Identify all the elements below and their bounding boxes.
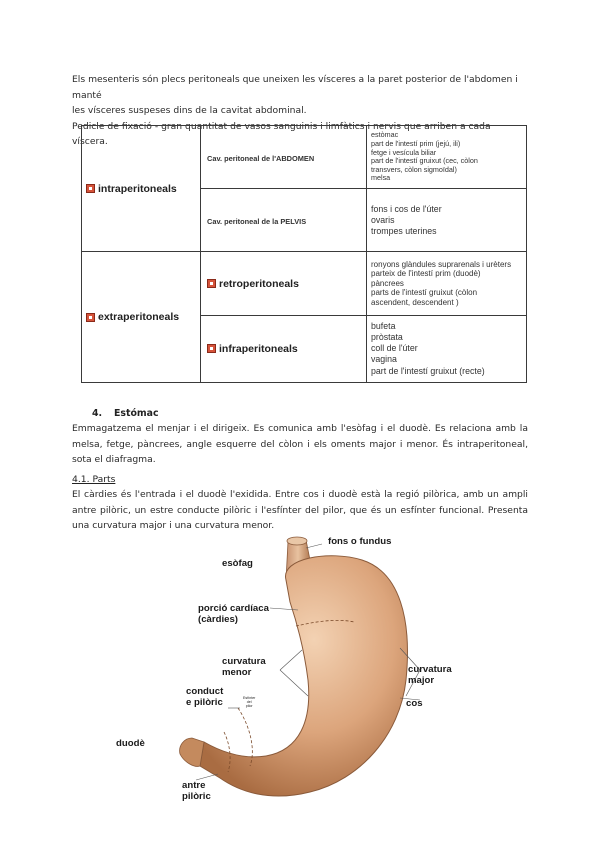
infra-organs-cell — [367, 315, 527, 382]
stomach-figure — [100, 530, 520, 834]
pelvis-organs-list — [371, 204, 526, 238]
label-cos: cos — [406, 698, 423, 709]
intro-line-3: Pedicle de fixació - gran quantitat de vasos sanguinis i limfàtics i nervis que arriben a cada víscera. — [72, 120, 491, 147]
organ-list-item: estòmac — [371, 130, 399, 140]
label-duode: duodè — [116, 738, 145, 749]
intraperitoneals-cell — [82, 126, 201, 252]
label-curvatura-menor: curvatura menor — [222, 656, 266, 678]
esophagus-opening — [287, 537, 307, 545]
checkbox-icon — [86, 313, 95, 322]
retroperitoneals-cell — [201, 252, 367, 315]
checkbox-icon — [207, 279, 216, 288]
label-antre-piloric: antre pilòric — [182, 780, 211, 802]
label-conducte-piloric: conduct e pilòric — [186, 686, 224, 708]
extraperitoneals-label: extraperitoneals — [98, 311, 180, 324]
pelvis-organs-cell — [367, 189, 527, 252]
organ-list-item: parts de l'intestí gruixut (còlon — [371, 288, 478, 298]
infraperitoneals-label: infraperitoneals — [219, 342, 298, 355]
organ-list-item: part de l'intestí gruixut (cec, còlon — [371, 156, 478, 166]
organ-list-item: pròstata — [371, 332, 403, 343]
retro-organs-cell — [367, 252, 527, 315]
checkbox-icon — [86, 184, 95, 193]
organ-list-item: transvers, còlon sigmoïdal) — [371, 164, 457, 174]
organ-list-item: fetge i vesícula biliar — [371, 147, 437, 157]
organ-list-item: melsa — [371, 173, 391, 183]
retroperitoneals-label: retroperitoneals — [219, 277, 299, 290]
organ-list-item: vagina — [371, 354, 397, 365]
infra-organs-list — [371, 321, 526, 377]
section-4-1-body: El càrdies és l'entrada i el duodè l'exidida. Entre cos i duodè està la regió pilòrica, amb un ampli antre pilòric, un estre conducte pilòric i l'esfínter del pilor, que és un esfínter funcional. Presenta una curvatura major i una curvatura menor. — [72, 489, 528, 531]
abdomen-organs-list — [371, 131, 526, 183]
label-cardies: porció cardíaca (càrdies) — [198, 603, 269, 625]
intraperitoneals-label: intraperitoneals — [98, 182, 177, 195]
label-esfinter-pilor: Esfínter del pilor — [243, 696, 256, 708]
abdomen-organs-cell — [367, 126, 527, 189]
intro-line-1: Els mesenteris són plecs peritoneals que uneixen les vísceres a la paret posterior de l'abdomen i manté — [72, 74, 518, 101]
section-4-heading — [92, 408, 159, 419]
intro-line-2: les vísceres suspeses dins de la cavitat abdominal. — [72, 105, 307, 116]
retro-organs-list — [371, 260, 526, 308]
infraperitoneals-cell — [201, 315, 367, 382]
organ-list-item: bufeta — [371, 320, 396, 331]
extraperitoneals-cell — [82, 252, 201, 383]
organ-list-item: fons i cos de l'úter — [371, 203, 442, 214]
section-number: 4. — [92, 408, 103, 419]
organ-list-item: coll de l'úter — [371, 343, 418, 354]
organ-list-item: ovaris — [371, 214, 395, 225]
stomach-illustration — [100, 530, 520, 834]
organ-list-item: trompes uterines — [371, 225, 437, 236]
pelvis-cell — [201, 189, 367, 252]
abdomen-cell — [201, 126, 367, 189]
label-fons: fons o fundus — [328, 536, 392, 547]
organ-list-item: ascendent, descendent ) — [371, 297, 459, 307]
section-4-1-heading: 4.1. Parts — [72, 474, 116, 485]
organ-list-item: part de l'intestí gruixut (recte) — [371, 365, 485, 376]
checkbox-icon — [207, 344, 216, 353]
organ-list-item: ronyons glàndules suprarenals i urèters — [371, 259, 512, 269]
label-curvatura-major: curvatura major — [408, 664, 452, 686]
organ-list-item: pàncrees — [371, 278, 404, 288]
label-esofag: esòfag — [222, 558, 253, 569]
abdomen-label: Cav. peritoneal de l'ABDOMEN — [207, 154, 315, 164]
section-4-body: Emmagatzema el menjar i el dirigeix. Es comunica amb l'esòfag i el duodè. Es relaciona amb la melsa, fetge, pàncrees, angle esquerre del còlon i els oments major i menor. És intraperitoneal, sota el diafragma. — [72, 423, 528, 465]
peritoneal-classification-table — [81, 125, 527, 383]
pelvis-label: Cav. peritoneal de la PELVIS — [207, 217, 307, 227]
section-title: Estómac — [114, 408, 159, 419]
organ-list-item: parteix de l'intestí prim (duodè) — [371, 269, 481, 279]
duodenum-shape — [180, 738, 204, 766]
organ-list-item: part de l'intestí prim (jejú, ili) — [371, 138, 461, 148]
